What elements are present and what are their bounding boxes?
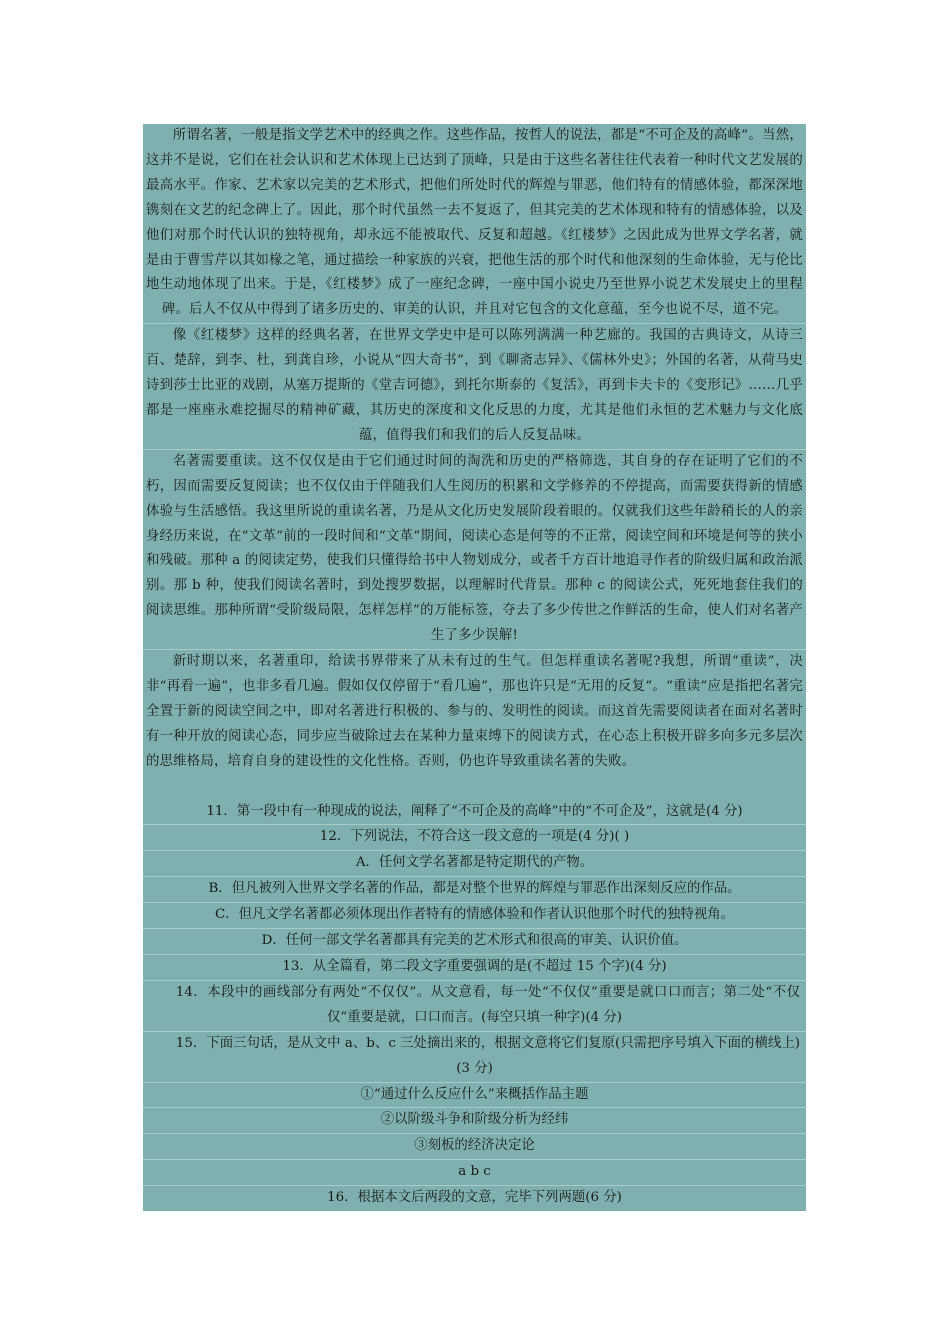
- question-11: 11．第一段中有一种现成的说法，阐释了“不可企及的高峰”中的“不可企及”，这就是(4 分): [143, 800, 806, 826]
- question-13: 13．从全篇看，第二段文字重要强调的是(不超过 15 个字)(4 分): [143, 955, 806, 981]
- option-c: C．但凡文学名著都必须体现出作者特有的情感体验和作者认识他那个时代的独特视角。: [143, 903, 806, 929]
- paragraph-4: 新时期以来，名著重印，给读书界带来了从未有过的生气。但怎样重读名著呢?我想，所谓“重读”，决非“再看一遍”，也非多看几遍。假如仅仅停留于“看几遍”，那也许只是“无用的反复”。“重读”应是指把名著完全置于新的阅读空间之中，即对名著进行积极的、参与的、发明性的阅读。而这首先需要阅读者在面对名著时有一种开放的阅读心态，同步应当破除过去在某种力量束缚下的阅读方式，在心态上积极开辟多向多元多层次的思维格局，培育自身的建设性的文化性格。否则，仍也许导致重读名著的失败。: [146, 654, 803, 769]
- question-16: 16．根据本文后两段的文意，完毕下列两题(6 分): [327, 1190, 622, 1206]
- sentence-1: ①“通过什么反应什么”来概括作品主题: [143, 1083, 806, 1109]
- question-14: 14．本段中的画线部分有两处“不仅仅”。从文意看，每一处“不仅仅”重要是就口口而言；第二处“不仅仅”重要是就，口口而言。(每空只填一种字)(4 分): [143, 981, 806, 1032]
- question-12: 12．下列说法，不符合这一段文意的一项是(4 分)( ): [143, 825, 806, 851]
- paragraph-3: 名著需要重读。这不仅仅是由于它们通过时间的淘洗和历史的严格筛选，其自身的存在证明了它们的不朽，因而需要反复阅读；也不仅仅由于伴随我们人生阅历的积累和文学修养的不停提高，而需要获得新的情感体验与生活感悟。我这里所说的重读名著，乃是从文化历史发展阶段着眼的。仅就我们这些年龄稍长的人的亲身经历来说，在“文革”前的一段时间和“文革”期间，阅读心态是何等的不正常，阅读空间和环境是何等的狭小和残破。那种 a 的阅读定势，使我们只懂得给书中人物划成分，或者千方百计地追寻作者的阶级归属和政治派别。那 b 种，使我们阅读名著时，到处搜罗数据，以理解时代背景。那种 c 的阅读公式，死死地套住我们的阅读思维。那种所谓“受阶级局限，怎样怎样”的万能标签，夺去了多少传世之作鲜活的生命，使人们对名著产生了多少误解!: [143, 450, 806, 650]
- sentence-3: ③刻板的经济决定论: [143, 1134, 806, 1160]
- document-sheet: [143, 124, 806, 1211]
- question-15: 15．下面三句话，是从文中 a、b、c 三处摘出来的，根据文意将它们复原(只需把序号填入下面的横线上)(3 分): [143, 1032, 806, 1083]
- option-d: D．任何一部文学名著都具有完美的艺术形式和很高的审美、认识价值。: [143, 929, 806, 955]
- paragraph-2: 像《红楼梦》这样的经典名著，在世界文学史中是可以陈列满满一种艺廊的。我国的古典诗文，从诗三百、楚辞，到李、杜，到龚自珍，小说从“四大奇书”，到《聊斋志异》、《儒林外史》；外国的名著，从荷马史诗到莎士比亚的戏剧，从塞万提斯的《堂吉诃德》，到托尔斯泰的《复活》，再到卡夫卡的《变形记》……几乎都是一座座永难挖掘尽的精神矿藏，其历史的深度和文化反思的力度，尤其是他们永恒的艺术魅力与文化底蕴，值得我们和我们的后人反复品味。: [143, 324, 806, 450]
- answer-blanks: a b c: [143, 1160, 806, 1186]
- option-a: A．任何文学名著都是特定期代的产物。: [143, 851, 806, 877]
- option-b: B．但凡被列入世界文学名著的作品，都是对整个世界的辉煌与罪恶作出深刻反应的作品。: [143, 877, 806, 903]
- sentence-2: ②以阶级斗争和阶级分析为经纬: [143, 1108, 806, 1134]
- paragraph-1: 所谓名著，一般是指文学艺术中的经典之作。这些作品，按哲人的说法，都是“不可企及的高峰”。当然，这并不是说，它们在社会认识和艺术体现上已达到了顶峰，只是由于这些名著往往代表着一种时代文艺发展的最高水平。作家、艺术家以完美的艺术形式，把他们所处时代的辉煌与罪恶，他们特有的情感体验，都深深地镌刻在文艺的纪念碑上了。因此，那个时代虽然一去不复返了，但其完美的艺术体现和特有的情感体验，以及他们对那个时代认识的独特视角，却永远不能被取代、反复和超越。《红楼梦》之因此成为世界文学名著，就是由于曹雪芹以其如椽之笔，通过描绘一种家族的兴衰，把他生活的那个时代和他深刻的生命体验，无与伦比地生动地体现了出来。于是，《红楼梦》成了一座纪念碑，一座中国小说史乃至世界小说艺术发展史上的里程碑。后人不仅从中得到了诸多历史的、审美的认识，并且对它包含的文化意蕴，至今也说不尽，道不完。: [143, 124, 806, 324]
